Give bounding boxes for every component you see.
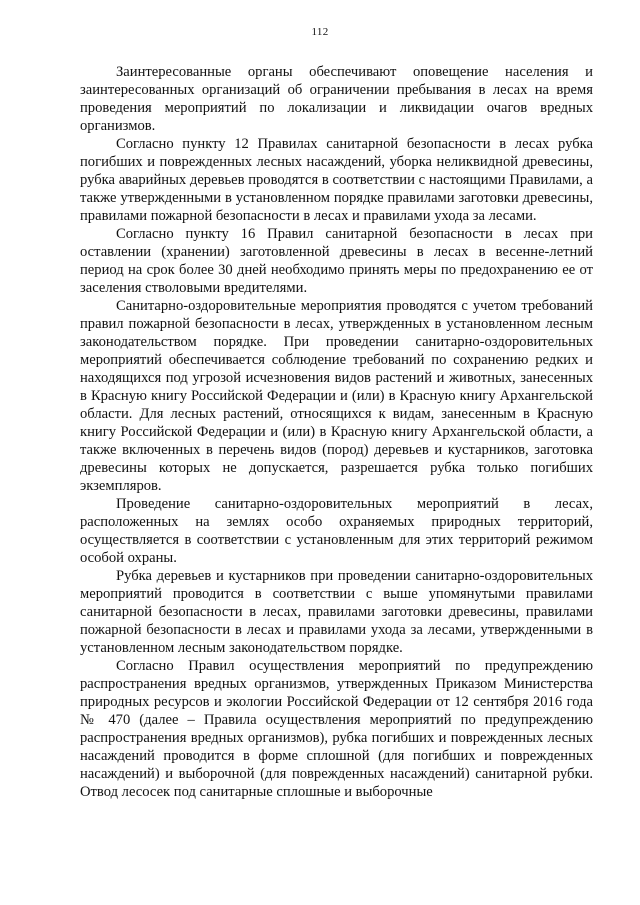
document-body [80, 63, 593, 801]
paragraph: Санитарно-оздоровительные мероприятия проводятся с учетом требований правил пожарной безопасности в лесах, утвержденных в установленном лесным законодательством порядке. При проведении санитарно-оздоровительных мероприятий обеспечивается соблюдение требований по сохранению редких и находящихся под угрозой исчезновения видов растений и животных, занесенных в Красную книгу Российской Федерации и (или) в Красную книгу Архангельской области. Для лесных растений, относящихся к видам, занесенным в Красную книгу Российской Федерации и (или) в Красную книгу Архангельской области, а также включенных в перечень видов (пород) деревьев и кустарников, заготовка древесины которых не допускается, разрешается рубка только погибших экземпляров. [80, 298, 593, 494]
paragraph: Проведение санитарно-оздоровительных мероприятий в лесах, расположенных на землях особо охраняемых природных территорий, осуществляется в соответствии с установленным для этих территорий режимом особой охраны. [80, 496, 593, 566]
paragraph: Согласно Правил осуществления мероприятий по предупреждению распространения вредных организмов, утвержденных Приказом Министерства природных ресурсов и экологии Российской Федерации от 12 сентября 2016 года № 470 (далее – Правила осуществления мероприятий по предупреждению распространения вредных организмов), рубка погибших и поврежденных лесных насаждений проводится в форме сплошной (для погибших и поврежденных насаждений) и выборочной (для поврежденных насаждений) санитарной рубки. Отвод лесосек под санитарные сплошные и выборочные [80, 658, 593, 800]
paragraph: Заинтересованные органы обеспечивают оповещение населения и заинтересованных организаций об ограничении пребывания в лесах на время проведения мероприятий по локализации и ликвидации очагов вредных организмов. [80, 64, 593, 134]
paragraph: Рубка деревьев и кустарников при проведении санитарно-оздоровительных мероприятий проводится в соответствии с выше упомянутыми правилами санитарной безопасности в лесах, правилами заготовки древесины, правилами пожарной безопасности в лесах и правилами ухода за лесами, утвержденными в установленном лесным законодательством порядке. [80, 568, 593, 656]
paragraph: Согласно пункту 16 Правил санитарной безопасности в лесах при оставлении (хранении) заготовленной древесины в лесах в весенне-летний период на срок более 30 дней необходимо принять меры по предохранению ее от заселения стволовыми вредителями. [80, 226, 593, 296]
page-number: 112 [311, 26, 329, 38]
paragraph: Согласно пункту 12 Правилах санитарной безопасности в лесах рубка погибших и поврежденных лесных насаждений, уборка неликвидной древесины, рубка аварийных деревьев проводятся в соответствии с настоящими Правилами, а также утвержденными в установленном порядке правилами заготовки древесины, правилами пожарной безопасности в лесах и правилами ухода за лесами. [80, 136, 593, 224]
